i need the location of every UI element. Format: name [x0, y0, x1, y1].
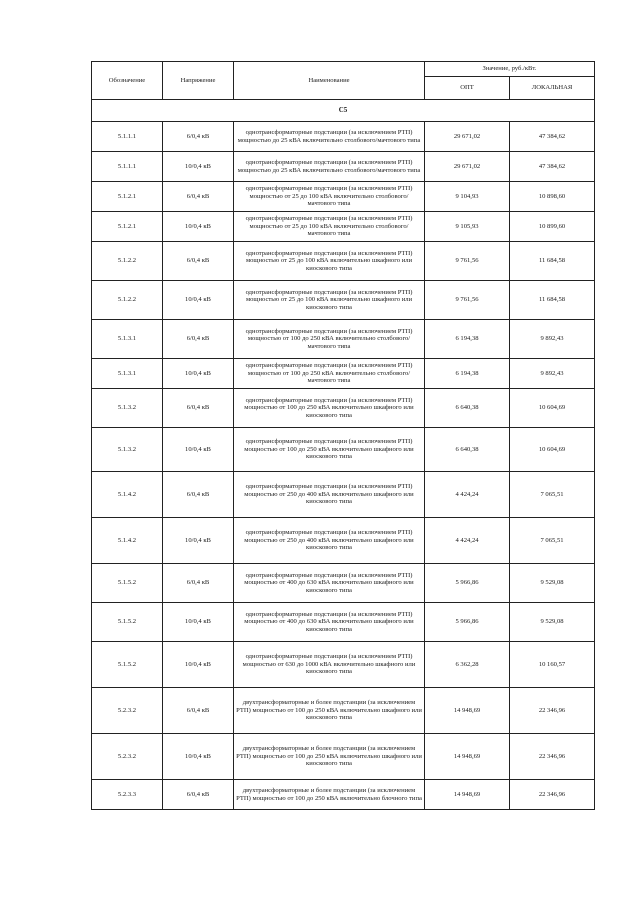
- cell-code: 5.1.3.1: [92, 320, 163, 359]
- cell-name: двухтрансформаторные и более подстанции (за исключением РТП) мощностью от 100 до 250 кВА включительно шкафного или киоскового типа: [234, 734, 425, 780]
- cell-voltage: 6/0,4 кВ: [163, 688, 234, 734]
- cell-local: 47 384,62: [510, 122, 595, 152]
- cell-code: 5.1.3.1: [92, 359, 163, 389]
- cell-voltage: 6/0,4 кВ: [163, 320, 234, 359]
- cell-local: 10 604,69: [510, 428, 595, 472]
- cell-code: 5.1.2.2: [92, 242, 163, 281]
- table-body: [92, 122, 595, 810]
- cell-local: 9 529,08: [510, 564, 595, 603]
- cell-local: 10 898,60: [510, 182, 595, 212]
- cell-name: однотрансформаторные подстанции (за исключением РТП) мощностью от 400 до 630 кВА включительно шкафного или киоскового типа: [234, 564, 425, 603]
- cell-name: однотрансформаторные подстанции (за исключением РТП) мощностью от 100 до 250 кВА включительно столбового/мачтового типа: [234, 359, 425, 389]
- header-voltage: Напряжение: [163, 62, 234, 100]
- cell-name: однотрансформаторные подстанции (за исключением РТП) мощностью от 100 до 250 кВА включительно столбового/мачтового типа: [234, 320, 425, 359]
- cell-voltage: 10/0,4 кВ: [163, 734, 234, 780]
- cell-voltage: 10/0,4 кВ: [163, 518, 234, 564]
- table-row: [92, 642, 595, 688]
- cell-opt: 6 194,38: [425, 359, 510, 389]
- cell-voltage: 10/0,4 кВ: [163, 212, 234, 242]
- cell-local: 10 899,60: [510, 212, 595, 242]
- table-row: [92, 152, 595, 182]
- cell-opt: 6 640,38: [425, 428, 510, 472]
- cell-local: 9 892,43: [510, 320, 595, 359]
- cell-local: 22 346,96: [510, 688, 595, 734]
- cell-name: однотрансформаторные подстанции (за исключением РТП) мощностью от 100 до 250 кВА включительно шкафного или киоскового типа: [234, 428, 425, 472]
- cell-voltage: 10/0,4 кВ: [163, 603, 234, 642]
- cell-voltage: 6/0,4 кВ: [163, 472, 234, 518]
- cell-name: однотрансформаторные подстанции (за исключением РТП) мощностью от 250 до 400 кВА включительно шкафного или киоскового типа: [234, 472, 425, 518]
- cell-opt: 14 948,69: [425, 688, 510, 734]
- cell-name: однотрансформаторные подстанции (за исключением РТП) мощностью до 25 кВА включительно столбового/мачтового типа: [234, 152, 425, 182]
- table-row: [92, 242, 595, 281]
- cell-opt: 6 640,38: [425, 389, 510, 428]
- cell-voltage: 10/0,4 кВ: [163, 281, 234, 320]
- table-row: [92, 389, 595, 428]
- cell-opt: 9 105,93: [425, 212, 510, 242]
- cell-opt: 9 761,56: [425, 242, 510, 281]
- cell-code: 5.1.5.2: [92, 564, 163, 603]
- cell-name: однотрансформаторные подстанции (за исключением РТП) мощностью от 250 до 400 кВА включительно шкафного или киоскового типа: [234, 518, 425, 564]
- header-code: Обозначение: [92, 62, 163, 100]
- cell-code: 5.1.1.1: [92, 122, 163, 152]
- cell-opt: 14 948,69: [425, 780, 510, 810]
- cell-local: 47 384,62: [510, 152, 595, 182]
- cell-code: 5.2.3.2: [92, 688, 163, 734]
- cell-local: 10 160,57: [510, 642, 595, 688]
- table-row: [92, 564, 595, 603]
- cell-opt: 6 194,38: [425, 320, 510, 359]
- cell-opt: 14 948,69: [425, 734, 510, 780]
- cell-code: 5.1.4.2: [92, 472, 163, 518]
- cell-local: 7 065,51: [510, 518, 595, 564]
- cell-opt: 5 966,86: [425, 564, 510, 603]
- table-row: [92, 734, 595, 780]
- cell-local: 11 684,58: [510, 242, 595, 281]
- cell-voltage: 10/0,4 кВ: [163, 428, 234, 472]
- cell-opt: 5 966,86: [425, 603, 510, 642]
- cell-voltage: 6/0,4 кВ: [163, 182, 234, 212]
- header-name: Наименование: [234, 62, 425, 100]
- cell-local: 10 604,69: [510, 389, 595, 428]
- section-title: С5: [92, 100, 595, 122]
- cell-name: двухтрансформаторные и более подстанции (за исключением РТП) мощностью от 100 до 250 кВА включительно блочного типа: [234, 780, 425, 810]
- cell-opt: 29 671,02: [425, 152, 510, 182]
- cell-voltage: 6/0,4 кВ: [163, 780, 234, 810]
- cell-code: 5.1.2.2: [92, 281, 163, 320]
- cell-code: 5.1.2.1: [92, 182, 163, 212]
- cell-voltage: 10/0,4 кВ: [163, 642, 234, 688]
- header-local: ЛОКАЛЬНАЯ: [510, 77, 595, 100]
- table-row: [92, 122, 595, 152]
- tariff-table: [91, 61, 595, 810]
- cell-name: однотрансформаторные подстанции (за исключением РТП) мощностью от 400 до 630 кВА включительно шкафного или киоскового типа: [234, 603, 425, 642]
- cell-voltage: 6/0,4 кВ: [163, 122, 234, 152]
- cell-code: 5.1.4.2: [92, 518, 163, 564]
- cell-voltage: 10/0,4 кВ: [163, 359, 234, 389]
- cell-name: однотрансформаторные подстанции (за исключением РТП) мощностью от 25 до 100 кВА включительно столбового/мачтового типа: [234, 212, 425, 242]
- table-row: [92, 472, 595, 518]
- cell-code: 5.1.3.2: [92, 428, 163, 472]
- cell-name: однотрансформаторные подстанции (за исключением РТП) мощностью от 25 до 100 кВА включительно столбового/мачтового типа: [234, 182, 425, 212]
- cell-name: однотрансформаторные подстанции (за исключением РТП) мощностью от 25 до 100 кВА включительно шкафного или киоскового типа: [234, 242, 425, 281]
- document-page: [91, 61, 594, 810]
- cell-opt: 4 424,24: [425, 472, 510, 518]
- table-row: [92, 359, 595, 389]
- cell-local: 22 346,96: [510, 780, 595, 810]
- cell-name: однотрансформаторные подстанции (за исключением РТП) мощностью от 630 до 1000 кВА включительно шкафного или киоскового типа: [234, 642, 425, 688]
- cell-opt: 9 761,56: [425, 281, 510, 320]
- cell-opt: 6 362,28: [425, 642, 510, 688]
- header-opt: ОПТ: [425, 77, 510, 100]
- cell-local: 11 684,58: [510, 281, 595, 320]
- cell-code: 5.2.3.3: [92, 780, 163, 810]
- cell-opt: 9 104,93: [425, 182, 510, 212]
- cell-code: 5.1.3.2: [92, 389, 163, 428]
- cell-code: 5.1.2.1: [92, 212, 163, 242]
- cell-name: однотрансформаторные подстанции (за исключением РТП) мощностью от 100 до 250 кВА включительно шкафного или киоскового типа: [234, 389, 425, 428]
- cell-opt: 29 671,02: [425, 122, 510, 152]
- table-row: [92, 320, 595, 359]
- cell-name: однотрансформаторные подстанции (за исключением РТП) мощностью от 25 до 100 кВА включительно шкафного или киоскового типа: [234, 281, 425, 320]
- table-row: [92, 603, 595, 642]
- cell-name: однотрансформаторные подстанции (за исключением РТП) мощностью до 25 кВА включительно столбового/мачтового типа: [234, 122, 425, 152]
- cell-local: 22 346,96: [510, 734, 595, 780]
- cell-code: 5.1.5.2: [92, 603, 163, 642]
- cell-opt: 4 424,24: [425, 518, 510, 564]
- table-row: [92, 518, 595, 564]
- cell-voltage: 6/0,4 кВ: [163, 389, 234, 428]
- table-row: [92, 688, 595, 734]
- table-row: [92, 182, 595, 212]
- cell-voltage: 10/0,4 кВ: [163, 152, 234, 182]
- header-value-group: Значение, руб./кВт.: [425, 62, 595, 77]
- cell-voltage: 6/0,4 кВ: [163, 242, 234, 281]
- cell-local: 9 529,08: [510, 603, 595, 642]
- cell-name: двухтрансформаторные и более подстанции (за исключением РТП) мощностью от 100 до 250 кВА включительно шкафного или киоскового типа: [234, 688, 425, 734]
- cell-local: 9 892,43: [510, 359, 595, 389]
- table-row: [92, 212, 595, 242]
- cell-voltage: 6/0,4 кВ: [163, 564, 234, 603]
- cell-code: 5.1.1.1: [92, 152, 163, 182]
- table-row: [92, 780, 595, 810]
- table-row: [92, 428, 595, 472]
- cell-local: 7 065,51: [510, 472, 595, 518]
- cell-code: 5.1.5.2: [92, 642, 163, 688]
- table-row: [92, 281, 595, 320]
- cell-code: 5.2.3.2: [92, 734, 163, 780]
